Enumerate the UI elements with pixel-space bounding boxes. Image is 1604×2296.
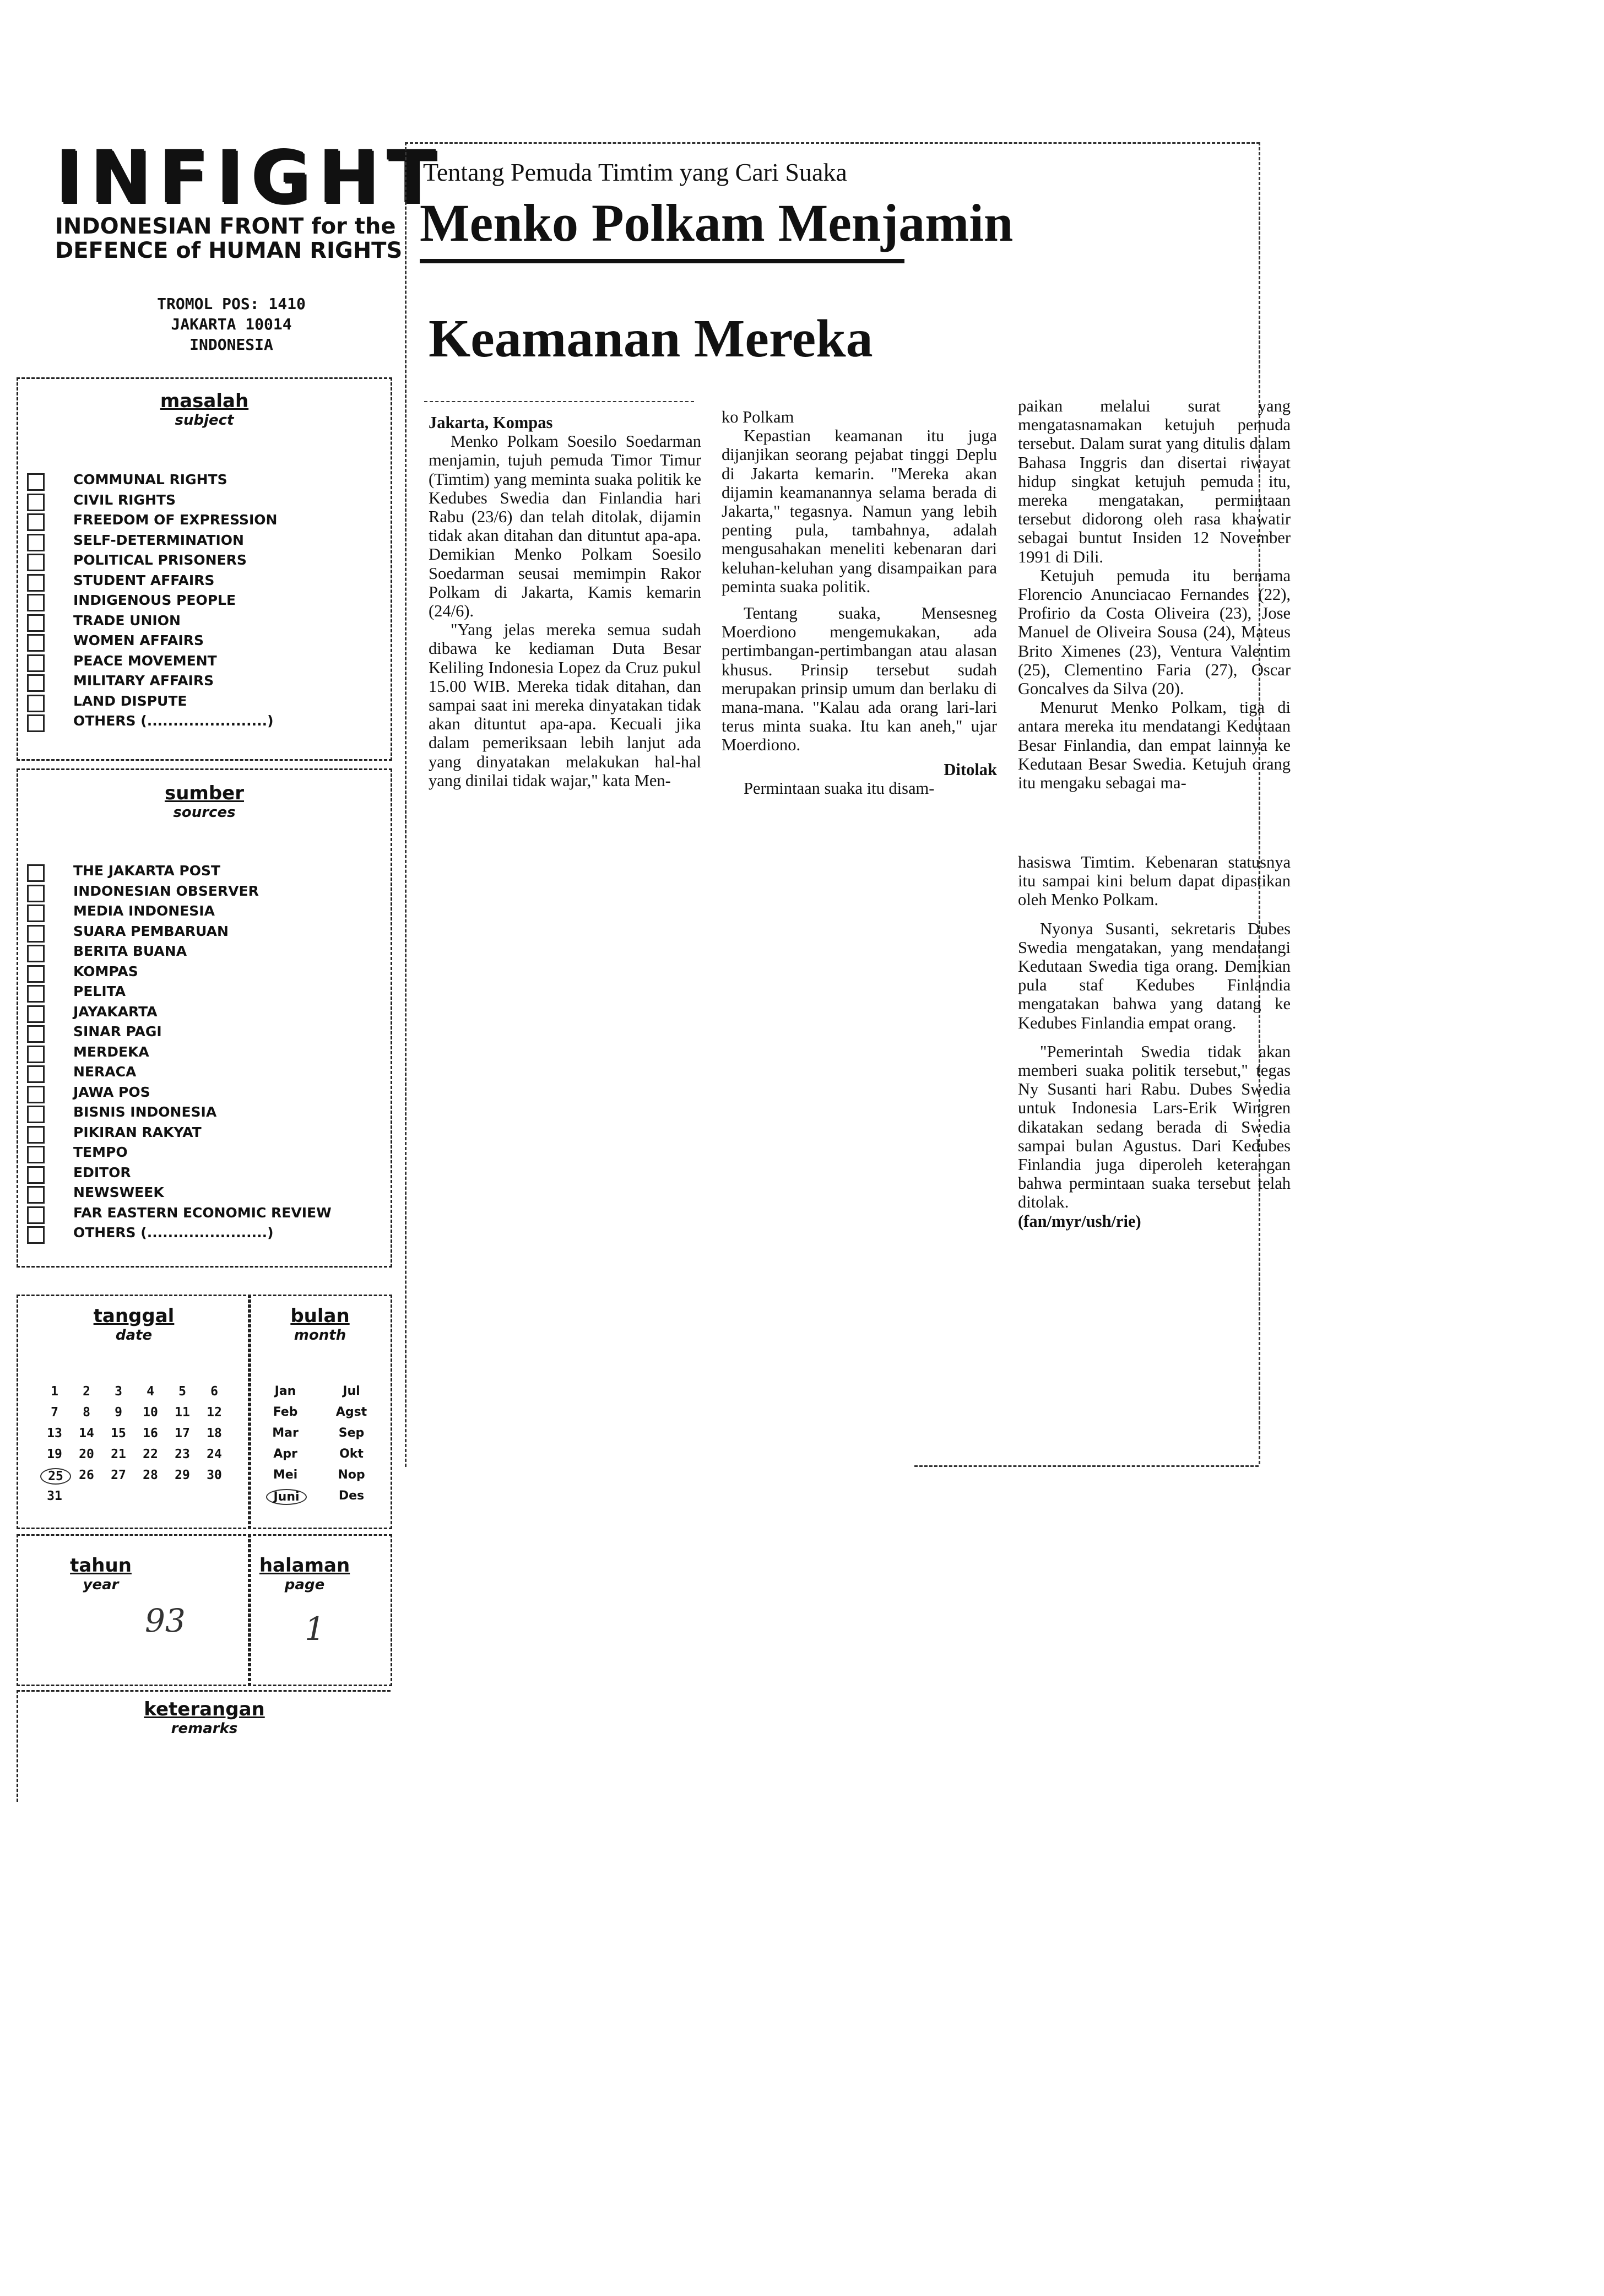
sources-item [18, 1203, 391, 1223]
year-box [17, 1534, 251, 1686]
year-title: tahun [70, 1555, 132, 1577]
subject-box [17, 377, 392, 761]
article-column-3-continued [1018, 853, 1291, 1231]
subject-label: SELF-DETERMINATION [73, 532, 244, 548]
sources-label: JAWA POS [73, 1084, 150, 1100]
day-option[interactable]: 23 [175, 1447, 190, 1461]
headline-line-1: Menko Polkam Menjamin [420, 193, 1014, 252]
subject-item [18, 611, 391, 631]
paragraph: Nyonya Susanti, sekretaris Dubes Swedia mengatakan, yang mendatangi Kedutaan Swedia tiga orang. Demikian pula staf Kedubes Finlandia mengatakan bahwa yang datang ke Kedubes Finlandia empat orang. [1018, 919, 1291, 1032]
day-option[interactable]: 21 [111, 1447, 126, 1461]
subject-label: TRADE UNION [73, 612, 181, 629]
checkbox[interactable] [27, 945, 45, 962]
checkbox[interactable] [27, 654, 45, 672]
subject-label: MILITARY AFFAIRS [73, 673, 214, 689]
sources-item [18, 901, 391, 922]
month-option[interactable]: Des [338, 1489, 365, 1503]
day-option[interactable]: 14 [79, 1426, 94, 1441]
year-handwritten: 93 [145, 1602, 186, 1639]
subhead-ditolak: Ditolak [944, 760, 997, 779]
checkbox[interactable] [27, 513, 45, 531]
paragraph: Tentang suaka, Mensesneg Moerdiono mengemukakan, ada pertimbangan-pertimbangan atau alasan khusus. Prinsip tersebut sudah merupakan prinsip umum dan berlaku di mana-mana. "Kalau ada orang lari-lari terus minta suaka. Itu kan aneh," ujar Moerdiono. [722, 604, 997, 755]
address-line-3: INDONESIA [189, 335, 273, 354]
day-option[interactable]: 28 [143, 1468, 158, 1482]
month-option[interactable]: Mar [272, 1426, 299, 1440]
signature: (fan/myr/ush/rie) [1018, 1211, 1141, 1231]
subject-item [18, 691, 391, 712]
column-rule [424, 401, 694, 402]
article-column-2 [722, 408, 997, 798]
day-option[interactable]: 5 [178, 1384, 186, 1399]
month-option[interactable]: Mei [273, 1468, 298, 1482]
checkbox[interactable] [27, 985, 45, 1003]
clipping-bottom-border [914, 1465, 1259, 1467]
day-option[interactable]: 16 [143, 1426, 158, 1441]
day-option[interactable]: 20 [79, 1447, 94, 1461]
day-option[interactable]: 19 [47, 1447, 62, 1461]
sources-item [18, 982, 391, 1002]
checkbox[interactable] [27, 494, 45, 511]
subject-label: OTHERS (.......................) [73, 713, 274, 729]
sources-item [18, 1082, 391, 1103]
subject-item [18, 550, 391, 571]
subject-label: PEACE MOVEMENT [73, 652, 217, 669]
byline: Jakarta, Kompas [429, 413, 553, 432]
month-option[interactable]: Apr [273, 1447, 297, 1461]
checkbox[interactable] [27, 1146, 45, 1163]
checkbox[interactable] [27, 714, 45, 732]
sources-item [18, 941, 391, 962]
checkbox[interactable] [27, 1106, 45, 1123]
page-title-field: halaman [259, 1555, 350, 1577]
sources-item [18, 881, 391, 902]
subject-item [18, 530, 391, 551]
subject-item [18, 671, 391, 691]
sources-item [18, 1002, 391, 1022]
month-title: bulan [290, 1305, 350, 1327]
paragraph: Menko Polkam Soesilo Soedarman menjamin, tujuh pemuda Timor Timur (Timtim) yang meminta suaka politik ke Kedubes Swedia dan Finlandia hari Rabu (23/6) dan telah ditolak, dijamin tidak akan ditahan dan dituntut apa-apa. Demikian Menko Polkam Soesilo Soedarman seusai memimpin Rakor Polkam di Jakarta, Kamis kemarin (24/6). [429, 432, 701, 621]
day-option[interactable]: 24 [207, 1447, 222, 1461]
sources-label: PELITA [73, 983, 126, 999]
sources-title: sumber [164, 782, 245, 804]
day-option[interactable]: 1 [51, 1384, 58, 1399]
month-option[interactable]: Okt [339, 1447, 364, 1461]
month-option[interactable]: Sep [338, 1426, 365, 1440]
month-option[interactable]: Agst [335, 1405, 367, 1419]
day-option[interactable]: 7 [51, 1405, 58, 1420]
paragraph: hasiswa Timtim. Kebenaran statusnya itu sampai kini belum dapat dipastikan oleh Menko Polkam. [1018, 853, 1291, 909]
sources-label: EDITOR [73, 1164, 131, 1181]
date-title: tanggal [93, 1305, 175, 1327]
day-option[interactable]: 9 [115, 1405, 122, 1420]
checkbox[interactable] [27, 885, 45, 902]
day-option[interactable]: 13 [47, 1426, 62, 1441]
checkbox[interactable] [27, 574, 45, 592]
day-option[interactable]: 2 [83, 1384, 90, 1399]
checkbox[interactable] [27, 614, 45, 632]
subject-title: masalah [160, 390, 249, 412]
month-option[interactable]: Juni [266, 1489, 307, 1505]
day-option[interactable]: 17 [175, 1426, 190, 1441]
paragraph: Permintaan suaka itu disam- [744, 778, 935, 798]
checkbox[interactable] [27, 1166, 45, 1184]
day-option[interactable]: 15 [111, 1426, 126, 1441]
checkbox[interactable] [27, 594, 45, 611]
tagline-line-1: INDONESIAN FRONT for the [55, 214, 396, 239]
month-option[interactable]: Jan [274, 1384, 296, 1398]
paragraph: Ketujuh pemuda itu bernama Florencio Anunciacao Fernandes (22), Profirio da Costa Oliveira (23), Jose Manuel de Oliveira Sousa (24), Mateus Brito Ximenes (23), Ventura Valentim (25), Clementino Faria (27), Oscar Goncalves da Silva (20). [1018, 566, 1291, 698]
sources-label: BISNIS INDONESIA [73, 1104, 217, 1120]
article-column-3 [1018, 397, 1291, 792]
month-option[interactable]: Nop [338, 1468, 365, 1482]
clipping-left-border [405, 142, 407, 1467]
sources-label: PIKIRAN RAKYAT [73, 1124, 202, 1140]
month-option[interactable]: Jul [343, 1384, 360, 1398]
article-kicker: Tentang Pemuda Timtim yang Cari Suaka [423, 158, 847, 186]
day-option[interactable]: 3 [115, 1384, 122, 1399]
subject-label: INDIGENOUS PEOPLE [73, 592, 236, 608]
sources-label: FAR EASTERN ECONOMIC REVIEW [73, 1204, 332, 1221]
subject-item [18, 591, 391, 611]
clipping-right-border [1259, 142, 1260, 1464]
sources-label: NEWSWEEK [73, 1184, 164, 1200]
subject-label: STUDENT AFFAIRS [73, 572, 215, 588]
sources-label: MERDEKA [73, 1043, 149, 1060]
checkbox[interactable] [27, 1226, 45, 1244]
day-option[interactable]: 11 [175, 1405, 190, 1420]
subject-label: FREEDOM OF EXPRESSION [73, 512, 278, 528]
day-option[interactable]: 18 [207, 1426, 222, 1441]
sources-item [18, 1183, 391, 1203]
subject-label: LAND DISPUTE [73, 692, 187, 709]
clipping-top-border [405, 142, 1260, 144]
sources-label: SINAR PAGI [73, 1024, 162, 1039]
sources-item [18, 1042, 391, 1063]
checkbox[interactable] [27, 864, 45, 882]
subject-label: POLITICAL PRISONERS [73, 552, 247, 568]
address-line-2: JAKARTA 10014 [171, 315, 292, 333]
sources-label: JAYAKARTA [73, 1003, 158, 1020]
month-option[interactable]: Feb [273, 1405, 298, 1419]
remarks-title: keterangan [144, 1698, 265, 1720]
sources-item [18, 1022, 391, 1042]
day-grid [40, 1384, 239, 1522]
sources-label: INDONESIAN OBSERVER [73, 882, 259, 899]
subject-subtitle: subject [175, 412, 234, 429]
checkbox[interactable] [27, 1206, 45, 1224]
sources-label: TEMPO [73, 1144, 128, 1160]
day-option[interactable]: 29 [175, 1468, 190, 1482]
subject-list [18, 470, 391, 732]
paragraph: "Yang jelas mereka semua sudah dibawa ke kediaman Duta Besar Keliling Indonesia Lopez da Cruz pukul 15.00 WIB. Mereka tidak ditahan, dan sampai saat ini mereka dinyatakan tidak akan dituntut apa-apa. Kecuali jika dalam pemeriksaan lebih lanjut ada yang dinyatakan melakukan hal-hal yang dinilai tidak wajar," kata Men- [429, 620, 701, 790]
day-option[interactable]: 12 [207, 1405, 222, 1420]
page-box [248, 1534, 392, 1686]
page-handwritten: 1 [305, 1610, 325, 1648]
day-option[interactable]: 8 [83, 1405, 90, 1420]
sources-label: MEDIA INDONESIA [73, 903, 215, 919]
page-subtitle: page [284, 1577, 325, 1593]
checkbox[interactable] [27, 905, 45, 922]
month-grid [266, 1384, 382, 1522]
headline-line-2: Keamanan Mereka [429, 309, 873, 369]
subject-label: CIVIL RIGHTS [73, 491, 176, 508]
paragraph: Menurut Menko Polkam, tiga di antara mereka itu mendatangi Kedutaan Besar Finlandia, dan empat lainnya ke Kedutaan Besar Swedia. Ketujuh orang itu mengaku sebagai ma- [1018, 698, 1291, 793]
sources-item [18, 861, 391, 881]
headline-rule [420, 259, 904, 263]
paragraph: Kepastian keamanan itu juga dijanjikan seorang pejabat tinggi Deplu di Jakarta kemarin. "Mereka akan dijamin keamanannya selama berada di Jakarta," tegasnya. Namun yang lebih penting pula, tambahnya, adalah mengusahakan meneliti kebenaran dari keluhan-keluhan yang disampaikan para peminta suaka politik. [722, 426, 997, 596]
sources-box [17, 768, 392, 1268]
date-box [17, 1295, 251, 1529]
day-option[interactable]: 31 [47, 1489, 62, 1503]
checkbox[interactable] [27, 695, 45, 712]
checkbox[interactable] [27, 1186, 45, 1204]
day-option[interactable]: 27 [111, 1468, 126, 1482]
checkbox[interactable] [27, 925, 45, 943]
checkbox[interactable] [27, 634, 45, 652]
subject-item [18, 711, 391, 732]
subject-label: COMMUNAL RIGHTS [73, 472, 227, 488]
checkbox[interactable] [27, 554, 45, 571]
sources-item [18, 1123, 391, 1143]
sources-label: OTHERS (.......................) [73, 1225, 274, 1241]
subject-item [18, 651, 391, 672]
subject-item [18, 510, 391, 530]
day-option[interactable]: 6 [210, 1384, 218, 1399]
day-option[interactable]: 30 [207, 1468, 222, 1482]
tagline-line-2: DEFENCE of HUMAN RIGHTS [55, 238, 403, 263]
paragraph: ko Polkam [722, 408, 794, 426]
sources-list [18, 861, 391, 1243]
year-subtitle: year [83, 1577, 119, 1593]
day-option[interactable]: 26 [79, 1468, 94, 1482]
checkbox[interactable] [27, 1086, 45, 1103]
sources-item [18, 1163, 391, 1183]
sources-label: BERITA BUANA [73, 943, 187, 959]
month-subtitle: month [294, 1327, 346, 1344]
remarks-box [17, 1690, 391, 1802]
subject-label: WOMEN AFFAIRS [73, 632, 204, 648]
sources-label: KOMPAS [73, 963, 138, 979]
checkbox[interactable] [27, 1065, 45, 1083]
day-option[interactable]: 22 [143, 1447, 158, 1461]
checkbox[interactable] [27, 1025, 45, 1043]
remarks-subtitle: remarks [171, 1720, 238, 1737]
article-column-1 [429, 413, 701, 790]
sources-item [18, 962, 391, 982]
sources-item [18, 1223, 391, 1243]
sources-label: THE JAKARTA POST [73, 863, 221, 879]
sources-item [18, 1142, 391, 1163]
subject-item [18, 470, 391, 490]
checkbox[interactable] [27, 1046, 45, 1063]
subject-item [18, 490, 391, 511]
infight-logo: INFIGHT [55, 135, 444, 220]
address-line-1: TROMOL POS: 1410 [157, 295, 306, 313]
checkbox[interactable] [27, 965, 45, 983]
sources-label: NERACA [73, 1064, 137, 1080]
day-option[interactable]: 25 [40, 1468, 71, 1485]
subject-item [18, 571, 391, 591]
day-option[interactable]: 10 [143, 1405, 158, 1420]
checkbox[interactable] [27, 1005, 45, 1023]
sources-item [18, 922, 391, 942]
checkbox[interactable] [27, 534, 45, 551]
sources-item [18, 1062, 391, 1082]
subject-item [18, 631, 391, 651]
month-box [248, 1295, 392, 1529]
date-subtitle: date [115, 1327, 153, 1344]
paragraph: "Pemerintah Swedia tidak akan memberi suaka politik tersebut," tegas Ny Susanti hari Rabu. Dubes Swedia untuk Indonesia Lars-Erik Wingren dikatakan sedang berada di Swedia sampai bulan Agustus. Dari Kedubes Finlandia juga diperoleh keterangan bahwa permintaan suaka tersebut telah ditolak. [1018, 1042, 1291, 1212]
sources-subtitle: sources [173, 804, 236, 821]
checkbox[interactable] [27, 473, 45, 491]
sources-item [18, 1102, 391, 1123]
sources-label: SUARA PEMBARUAN [73, 923, 229, 939]
day-option[interactable]: 4 [147, 1384, 154, 1399]
checkbox[interactable] [27, 1126, 45, 1144]
paragraph: paikan melalui surat yang mengatasnamakan ketujuh pemuda tersebut. Dalam surat yang ditulis dalam Bahasa Inggris dan disertai riwayat hidup singkat ketujuh pemuda itu, mereka mengatakan, permintaan tersebut didorong oleh rasa khawatir sebagai buntut Insiden 12 November 1991 di Dili. [1018, 397, 1291, 566]
checkbox[interactable] [27, 674, 45, 692]
